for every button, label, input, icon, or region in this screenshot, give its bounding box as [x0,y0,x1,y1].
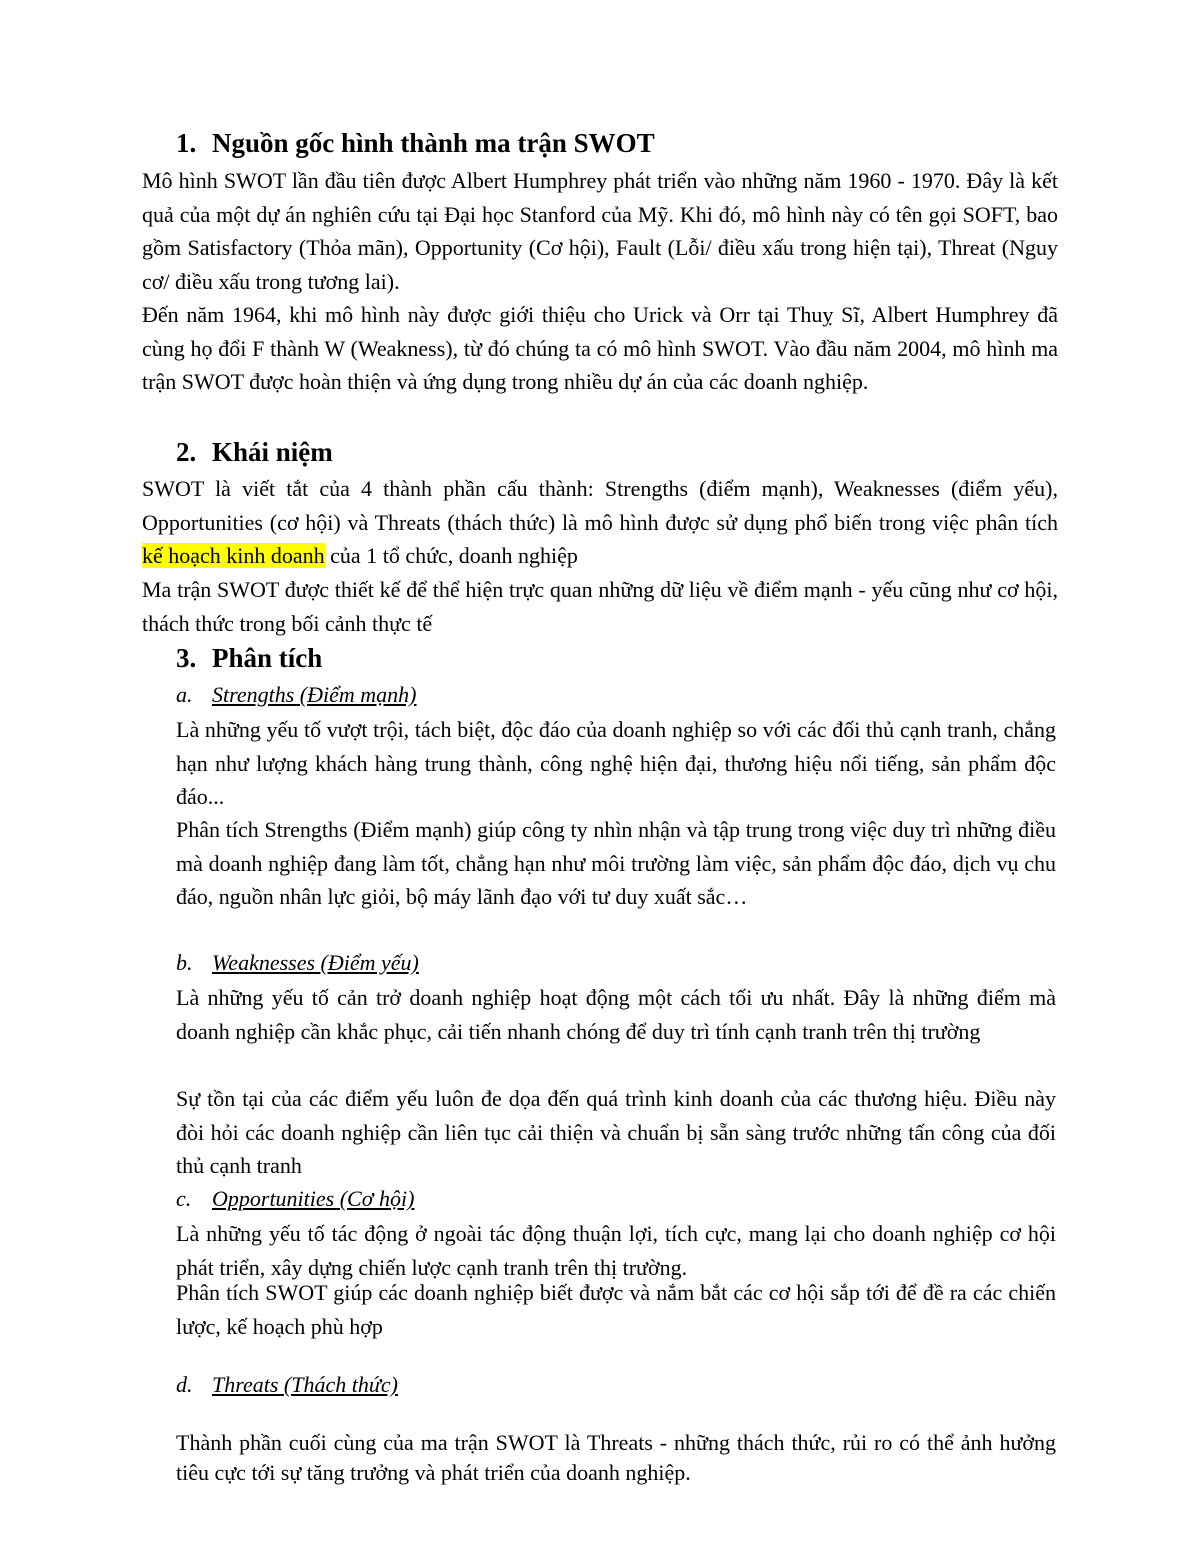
section-1-title: Nguồn gốc hình thành ma trận SWOT [212,128,655,158]
subsection-b-title: Weaknesses (Điểm yếu) [212,950,419,975]
section-3-title: Phân tích [212,643,323,673]
subsection-c-heading [176,1184,414,1214]
section-2-text-after: của 1 tổ chức, doanh nghiệp [324,543,578,569]
subsection-c-paragraph-1: Là những yếu tố tác động ở ngoài tác động thuận lợi, tích cực, mang lại cho doanh nghiệp cơ hội phát triển, xây dựng chiến lược cạnh tranh trên thị trường. [176,1221,1056,1280]
section-2-number: 2. [176,437,197,467]
subsection-a-heading [176,680,417,710]
subsection-c-title: Opportunities (Cơ hội) [212,1186,415,1211]
subsection-a-paragraph-2: Phân tích Strengths (Điểm mạnh) giúp công ty nhìn nhận và tập trung trong việc duy trì những điều mà doanh nghiệp đang làm tốt, chẳng hạn như môi trường làm việc, sản phẩm độc đáo, dịch vụ chu đáo, nguồn nhân lực giỏi, bộ máy lãnh đạo với tư duy xuất sắc… [176,817,1056,910]
section-1-number: 1. [176,128,197,158]
highlighted-phrase: kế hoạch kinh doanh [142,543,325,569]
subsection-a-title: Strengths (Điểm mạnh) [212,682,417,707]
section-2-paragraph-2: Ma trận SWOT được thiết kế để thể hiện trực quan những dữ liệu về điểm mạnh - yếu cũng như cơ hội, thách thức trong bối cảnh thực tế [142,577,1058,636]
section-2-text-before: SWOT là viết tắt của 4 thành phần cấu thành: Strengths (điểm mạnh), Weaknesses (điểm yếu), Opportunities (cơ hội) và Threats (thách thức) là mô hình được sử dụng phổ biến trong việc phân tích [142,476,1058,535]
subsection-b-paragraph-2: Sự tồn tại của các điểm yếu luôn đe dọa đến quá trình kinh doanh của các thương hiệu. Điều này đòi hỏi các doanh nghiệp cần liên tục cải thiện và chuẩn bị sẵn sàng trước những tấn công của đối thủ cạnh tranh [176,1086,1056,1179]
section-2-heading [176,436,333,468]
subsection-c-paragraph-2: Phân tích SWOT giúp các doanh nghiệp biết được và nắm bắt các cơ hội sắp tới để đề ra các chiến lược, kế hoạch phù hợp [176,1280,1056,1339]
subsection-b-letter: b. [176,950,193,975]
section-1-heading [176,127,655,159]
subsection-d-letter: d. [176,1372,193,1397]
section-3-number: 3. [176,643,197,673]
subsection-d-title: Threats (Thách thức) [212,1372,398,1397]
subsection-b-paragraph-1: Là những yếu tố cản trở doanh nghiệp hoạt động một cách tối ưu nhất. Đây là những điểm mà doanh nghiệp cần khắc phục, cải tiến nhanh chóng để duy trì tính cạnh tranh trên thị trường [176,985,1056,1044]
section-2-paragraph-1 [142,472,1058,573]
subsection-a-letter: a. [176,682,193,707]
subsection-c-letter: c. [176,1186,192,1211]
subsection-a-paragraph-1: Là những yếu tố vượt trội, tách biệt, độc đáo của doanh nghiệp so với các đối thủ cạnh tranh, chẳng hạn như lượng khách hàng trung thành, công nghệ hiện đại, thương hiệu nổi tiếng, sản phẩm độc đáo... [176,717,1056,810]
subsection-b-heading [176,948,419,978]
subsection-d-heading [176,1370,398,1400]
section-2-title: Khái niệm [212,437,333,467]
section-3-heading [176,642,322,674]
subsection-d-paragraph-1: Thành phần cuối cùng của ma trận SWOT là Threats - những thách thức, rủi ro có thể ảnh hưởng tiêu cực tới sự tăng trưởng và phát triển của doanh nghiệp. [176,1430,1056,1485]
section-1-paragraph-1: Mô hình SWOT lần đầu tiên được Albert Humphrey phát triển vào những năm 1960 - 1970. Đây là kết quả của một dự án nghiên cứu tại Đại học Stanford của Mỹ. Khi đó, mô hình này có tên gọi SOFT, bao gồm Satisfactory (Thỏa mãn), Opportunity (Cơ hội), Fault (Lỗi/ điều xấu trong hiện tại), Threat (Nguy cơ/ điều xấu trong tương lai). [142,168,1058,294]
section-1-paragraph-2: Đến năm 1964, khi mô hình này được giới thiệu cho Urick và Orr tại Thuỵ Sĩ, Albert Humphrey đã cùng họ đổi F thành W (Weakness), từ đó chúng ta có mô hình SWOT. Vào đầu năm 2004, mô hình ma trận SWOT được hoàn thiện và ứng dụng trong nhiều dự án của các doanh nghiệp. [142,302,1058,395]
